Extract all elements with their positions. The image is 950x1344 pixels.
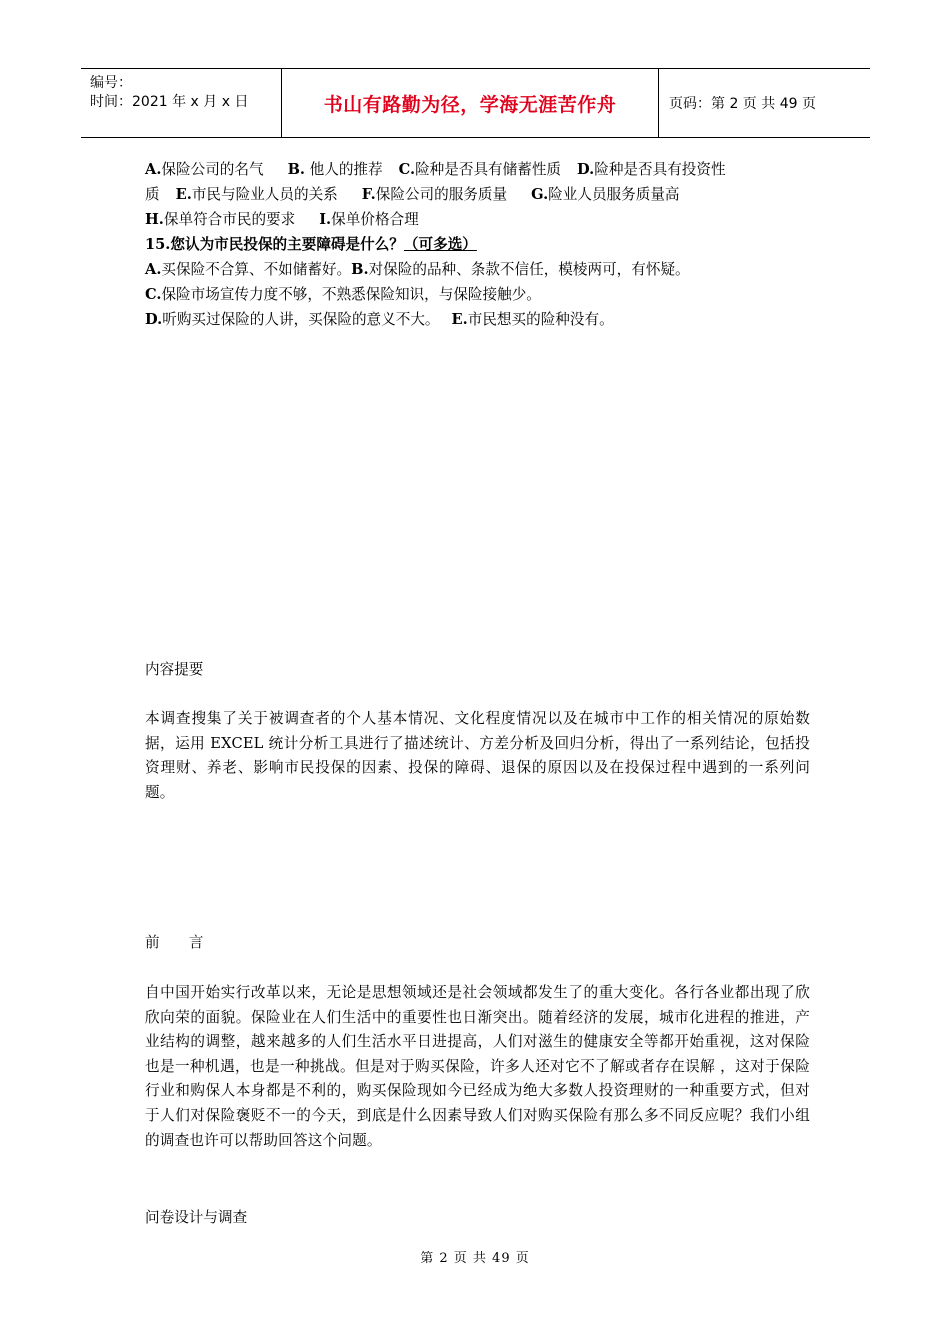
- option-letter: G.: [531, 186, 549, 203]
- header-meta: [81, 69, 282, 137]
- option-letter: B.: [287, 161, 305, 178]
- page-footer: 第 2 页 共 49 页: [420, 1251, 530, 1266]
- question-note: （可多选）: [403, 236, 477, 253]
- page-info-text: 页码：第 2 页 共 49 页: [669, 96, 816, 112]
- header-page-info: [659, 69, 870, 137]
- q15-options-line-2: [145, 284, 541, 306]
- option-text: 保单符合市民的要求: [163, 211, 296, 228]
- option-letter: F.: [361, 186, 376, 203]
- option-text: 买保险不合算、不如储蓄好。: [161, 261, 352, 278]
- option-letter: E.: [451, 311, 468, 328]
- option-text: 市民想买的险种没有。: [467, 311, 614, 328]
- preface-heading: 前 言: [145, 934, 204, 951]
- summary-heading: 内容提要: [145, 661, 204, 678]
- option-text: 听购买过保险的人讲，买保险的意义不大。: [162, 311, 440, 328]
- q14-options-line-2: [145, 184, 680, 206]
- time-label: 时间：2021 年 x 月 x 日: [90, 94, 249, 110]
- section-heading: 问卷设计与调查: [145, 1209, 248, 1226]
- option-text: 质: [145, 186, 160, 203]
- option-text: 保险市场宣传力度不够，不熟悉保险知识，与保险接触少。: [161, 286, 541, 303]
- code-label: 编号：: [90, 75, 132, 91]
- option-letter: D.: [145, 311, 163, 328]
- option-letter: H.: [145, 211, 164, 228]
- option-text: 保险公司的服务质量: [375, 186, 508, 203]
- option-text: 市民与险业人员的关系: [191, 186, 338, 203]
- option-letter: A.: [145, 261, 162, 278]
- option-text: 险种是否具有投资性: [594, 161, 726, 178]
- option-letter: A.: [145, 161, 162, 178]
- preface-paragraph: 自中国开始实行改革以来，无论是思想领域还是社会领域都发生了的重大变化。各行各业都出现了欣欣向荣的面貌。保险业在人们生活中的重要性也日渐突出。随着经济的发展，城市化进程的推进，产业结构的调整，越来越多的人们生活水平日进提高，人们对滋生的健康安全等都开始重视，这对保险也是一种机遇，也是一种挑战。但是对于购买保险，许多人还对它不了解或者存在误解 ，这对于保险行业和购保人本身都是不利的，购买保险现如今已经成为绝大多数人投资理财的一种重要方式，但对于人们对保险褒贬不一的今天，到底是什么因素导致人们对购买保险有那么多不同反应呢？我们小组的调查也许可以帮助回答这个问题。: [145, 984, 810, 1149]
- option-text: 险业人员服务质量高: [548, 186, 680, 203]
- q14-options-line-3: [145, 209, 419, 231]
- page-header: [81, 68, 870, 138]
- option-text: 险种是否具有储蓄性质: [415, 161, 562, 178]
- option-text: 保单价格合理: [331, 211, 419, 228]
- q14-options-line-1: [145, 159, 726, 181]
- q15-options-line-3: [145, 309, 614, 331]
- q15-options-line-1: [145, 259, 690, 281]
- option-letter: I.: [319, 211, 332, 228]
- option-letter: B.: [351, 261, 369, 278]
- option-letter: C.: [398, 161, 416, 178]
- option-text: 保险公司的名气: [161, 161, 264, 178]
- motto-text: 书山有路勤为径，学海无涯苦作舟: [323, 93, 617, 116]
- header-motto: [282, 69, 659, 137]
- option-text: 他人的推荐: [305, 161, 383, 178]
- question-15-title: [145, 234, 477, 256]
- question-text: 15.您认为市民投保的主要障碍是什么？: [145, 236, 404, 253]
- option-letter: D.: [577, 161, 595, 178]
- option-letter: E.: [175, 186, 192, 203]
- summary-paragraph: 本调查搜集了关于被调查者的个人基本情况、文化程度情况以及在城市中工作的相关情况的原始数据，运用 EXCEL 统计分析工具进行了描述统计、方差分析及回归分析，得出了一系列结论，包括投资理财、养老、影响市民投保的因素、投保的障碍、退保的原因以及在投保过程中遇到的一系列问题。: [145, 710, 810, 801]
- option-text: 对保险的品种、条款不信任，模棱两可，有怀疑。: [368, 261, 690, 278]
- option-letter: C.: [145, 286, 162, 303]
